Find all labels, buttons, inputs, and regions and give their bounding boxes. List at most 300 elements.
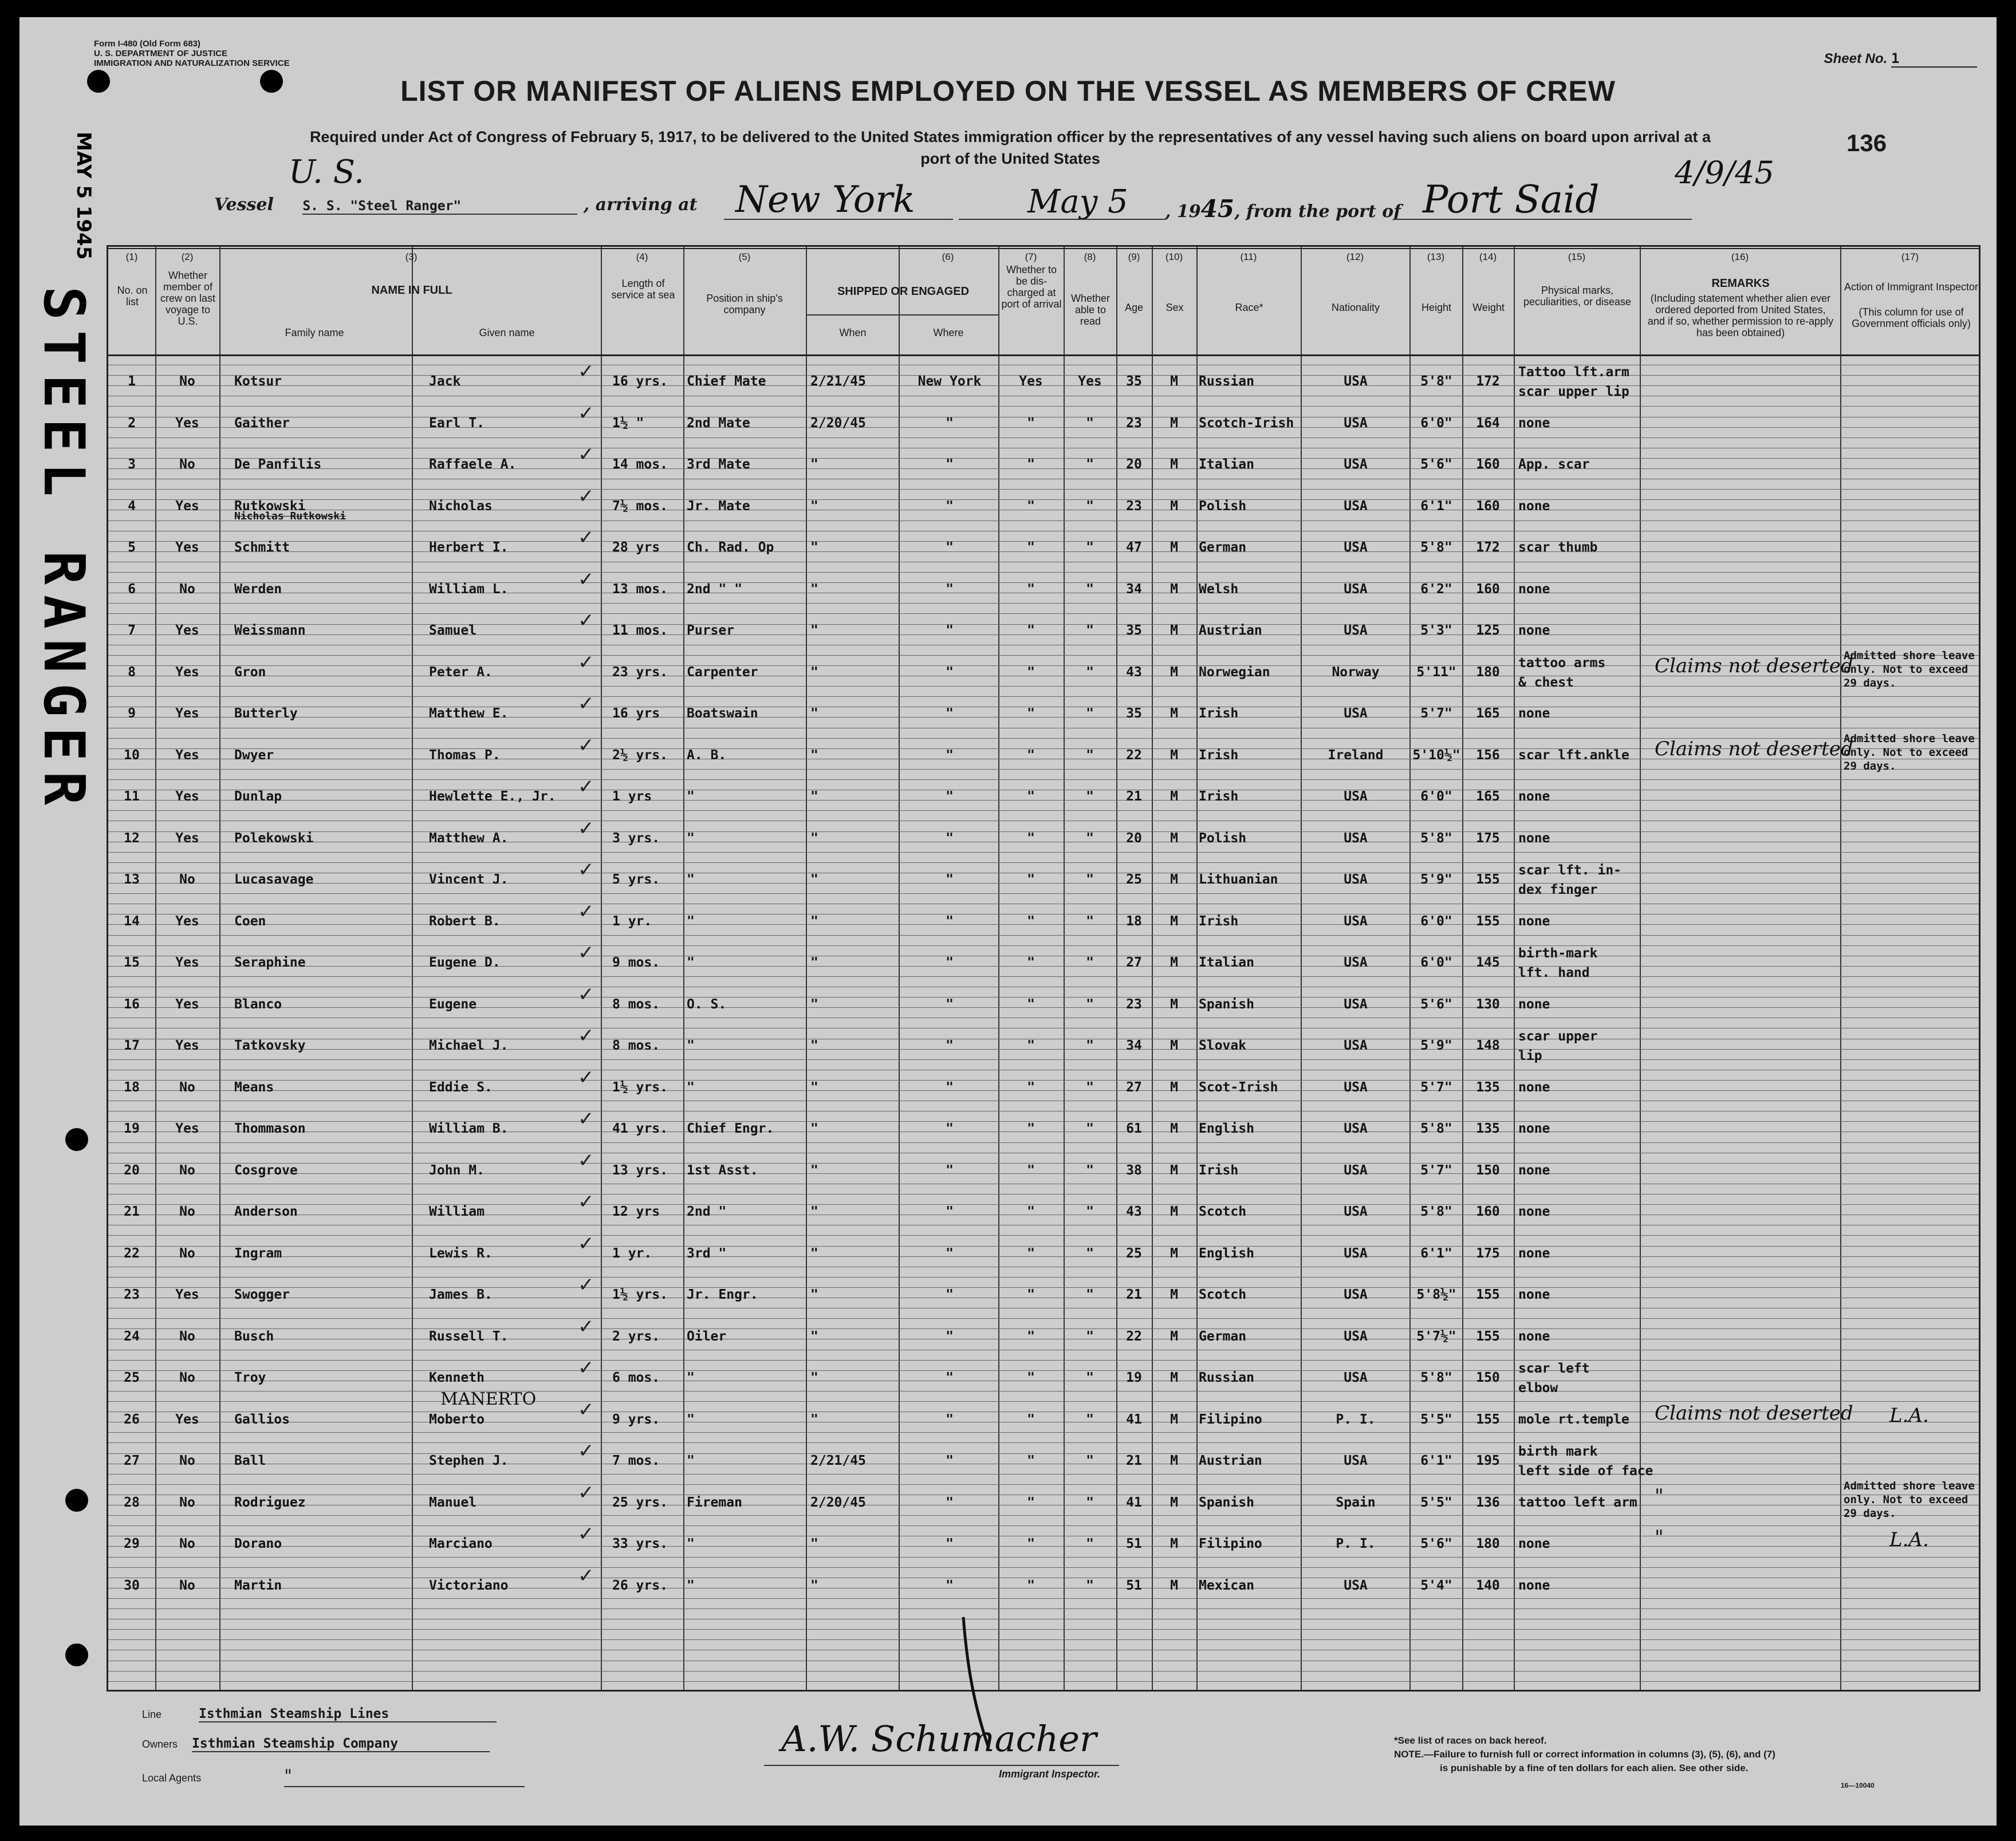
cell-last: No [179, 1079, 195, 1095]
cell-height: 5'8" [1420, 830, 1452, 846]
cell-no: 9 [128, 706, 136, 721]
cell-service: 12 yrs [612, 1204, 660, 1219]
cell-disch: " [1027, 955, 1035, 970]
cell-no: 12 [124, 830, 140, 846]
ruled-line [108, 1142, 1979, 1143]
cell-weight: 195 [1476, 1453, 1500, 1468]
cell-marks: none [1518, 1162, 1550, 1178]
cell-disch: " [1027, 1121, 1035, 1136]
sheet-number-label: Sheet No. [1824, 51, 1888, 66]
cell-remarks: Claims not deserted [1655, 737, 1853, 760]
cell-sex: M [1170, 1162, 1178, 1178]
note-penalty-1: NOTE.—Failure to furnish full or correct information in columns (3), (5), (6), and (7) [1394, 1749, 1775, 1760]
form-id: Form I-480 (Old Form 683) [94, 39, 200, 49]
cell-disch: " [1027, 664, 1035, 680]
cell-disch: " [1027, 996, 1035, 1012]
cell-when: " [810, 1287, 818, 1302]
cell-last: Yes [175, 913, 199, 929]
cell-marks: scar lft.ankle [1518, 747, 1629, 763]
cell-given: Matthew E. [429, 706, 509, 721]
cell-family: Tatkovsky [234, 1038, 306, 1053]
cell-age: 20 [1126, 830, 1142, 846]
cell-family: Swogger [234, 1287, 290, 1302]
page-title: LIST OR MANIFEST OF ALIENS EMPLOYED ON THE VESSEL AS MEMBERS OF CREW [400, 75, 1616, 107]
cell-family: De Panfilis [234, 457, 322, 472]
cell-nat: USA [1344, 1453, 1368, 1468]
cell-nat: USA [1344, 374, 1368, 389]
cell-no: 20 [124, 1162, 140, 1178]
cell-nat: USA [1344, 830, 1368, 846]
cell-marks: none [1518, 623, 1550, 638]
cell-weight: 145 [1476, 955, 1500, 970]
cell-given: William [429, 1204, 485, 1219]
cell-read: " [1086, 1453, 1094, 1468]
cell-marks: none [1518, 789, 1550, 804]
cell-sex: M [1170, 498, 1178, 514]
cell-no: 14 [124, 913, 140, 929]
cell-last: Yes [175, 540, 199, 555]
cell-remarks: Claims not deserted [1655, 1401, 1853, 1425]
check-mark-icon: ✓ [578, 900, 594, 923]
cell-disch: " [1027, 1578, 1035, 1593]
cell-marks: App. scar [1518, 457, 1590, 472]
cell-weight: 130 [1476, 996, 1500, 1012]
cell-weight: 155 [1476, 872, 1500, 887]
cell-when: " [810, 872, 818, 887]
cell-service: 25 yrs. [612, 1495, 668, 1510]
cell-race: Austrian [1199, 623, 1262, 638]
cell-race: Austrian [1199, 1453, 1262, 1468]
cell-position: " [687, 830, 695, 846]
cell-weight: 180 [1476, 1536, 1500, 1551]
cell-nat: USA [1344, 1328, 1368, 1344]
cell-sex: M [1170, 1536, 1178, 1551]
cell-age: 35 [1126, 706, 1142, 721]
cell-position: " [687, 1079, 695, 1095]
cell-no: 5 [128, 540, 136, 555]
cell-disch: " [1027, 623, 1035, 638]
cell-position: " [687, 1412, 695, 1427]
cell-height: 5'8" [1420, 374, 1452, 389]
cell-read: " [1086, 830, 1094, 846]
cell-family: Butterly [234, 706, 298, 721]
cell-marks: scar left [1518, 1361, 1590, 1376]
check-mark-icon: ✓ [578, 1066, 594, 1089]
header-family-name: Family name [285, 327, 344, 338]
header-rule-top [108, 248, 1979, 249]
cell-read: " [1086, 457, 1094, 472]
cell-family: Gaither [234, 415, 290, 431]
cell-when: " [810, 996, 818, 1012]
header-sex: Sex [1166, 302, 1184, 313]
check-mark-icon: ✓ [578, 1190, 594, 1213]
cell-given: Peter A. [429, 664, 493, 680]
cell-family: Ball [234, 1453, 266, 1468]
cell-weight: 165 [1476, 706, 1500, 721]
cell-nat: USA [1344, 415, 1368, 431]
cell-when: " [810, 1412, 818, 1427]
cell-disch: " [1027, 581, 1035, 597]
cell-position: " [687, 1370, 695, 1385]
cell-family: Busch [234, 1328, 274, 1344]
cell-no: 26 [124, 1412, 140, 1427]
cell-family: Lucasavage [234, 872, 314, 887]
cell-when: " [810, 1536, 818, 1551]
cell-last: Yes [175, 706, 199, 721]
cell-race: Norwegian [1199, 664, 1270, 680]
header-nationality: Nationality [1331, 302, 1380, 313]
cell-service: 41 yrs. [612, 1121, 668, 1136]
cell-marks: birth mark [1518, 1444, 1598, 1459]
agents-label: Local Agents [142, 1772, 202, 1784]
sheet-number-value: 1 [1891, 50, 1977, 68]
cell-age: 23 [1126, 996, 1142, 1012]
cell-family: Werden [234, 581, 282, 597]
cell-sex: M [1170, 623, 1178, 638]
cell-service: 6 mos. [612, 1370, 660, 1385]
cell-service: 23 yrs. [612, 664, 668, 680]
cell-no: 30 [124, 1578, 140, 1593]
cell-disch: " [1027, 747, 1035, 763]
cell-race: Irish [1199, 747, 1239, 763]
cell-where: " [946, 830, 954, 846]
ruled-line [108, 1515, 1979, 1516]
header-discharged: Whether to be dis-charged at port of arrival [1001, 264, 1062, 310]
cell-given: Manuel [429, 1495, 477, 1510]
cell-family: Polekowski [234, 830, 314, 846]
cell-given: Vincent J. [429, 872, 509, 887]
cell-position: " [687, 1038, 695, 1053]
cell-when: 2/21/45 [810, 374, 866, 389]
cell-given: Eugene D. [429, 955, 501, 970]
cell-height: 5'8" [1420, 1121, 1452, 1136]
cell-read: " [1086, 1245, 1094, 1261]
cell-where: " [946, 955, 954, 970]
cell-nat: USA [1344, 1121, 1368, 1136]
cell-given: Marciano [429, 1536, 493, 1551]
cell-age: 22 [1126, 747, 1142, 763]
cell-sex: M [1170, 1121, 1178, 1136]
cell-position: " [687, 789, 695, 804]
cell-remarks: " [1655, 1526, 1664, 1549]
cell-sex: M [1170, 1412, 1178, 1427]
cell-weight: 148 [1476, 1038, 1500, 1053]
cell-marks: none [1518, 415, 1550, 431]
cell-given: Samuel [429, 623, 477, 638]
cell-age: 22 [1126, 1328, 1142, 1344]
cell-height: 5'11" [1416, 664, 1456, 680]
cell-marks-continued: elbow [1518, 1381, 1558, 1395]
cell-when: " [810, 913, 818, 929]
cell-sex: M [1170, 1578, 1178, 1593]
cell-age: 41 [1126, 1495, 1142, 1510]
cell-age: 47 [1126, 540, 1142, 555]
cell-when: " [810, 457, 818, 472]
cell-where: " [946, 1370, 954, 1385]
cell-nat: P. I. [1336, 1536, 1376, 1551]
ruled-line [108, 1639, 1979, 1640]
cell-race: Irish [1199, 913, 1239, 929]
cell-position: Chief Engr. [687, 1121, 774, 1136]
cell-when: " [810, 1038, 818, 1053]
cell-nat: USA [1344, 581, 1368, 597]
cell-where: " [946, 1287, 954, 1302]
cell-when: " [810, 955, 818, 970]
cell-marks: tattoo arms [1518, 655, 1606, 671]
cell-disch: " [1027, 1495, 1035, 1510]
ruled-line [108, 603, 1979, 604]
cell-age: 20 [1126, 457, 1142, 472]
cell-service: 2½ yrs. [612, 747, 668, 763]
cell-where: " [946, 789, 954, 804]
cell-given: Raffaele A. [429, 457, 517, 472]
cell-disch: " [1027, 540, 1035, 555]
column-number: (3) [405, 251, 418, 262]
cell-race: Mexican [1199, 1578, 1254, 1593]
cell-where: " [946, 1162, 954, 1178]
column-number: (13) [1427, 251, 1445, 262]
cell-read: " [1086, 1121, 1094, 1136]
cell-height: 5'8½" [1416, 1287, 1456, 1302]
cell-race: Italian [1199, 457, 1254, 472]
header-name-in-full: NAME IN FULL [371, 284, 452, 297]
check-mark-icon: ✓ [578, 609, 594, 632]
cell-sex: M [1170, 1204, 1178, 1219]
from-label: , from the port of [1234, 202, 1401, 222]
us-annotation: U. S. [289, 153, 364, 191]
inspector-signature: A.W. Schumacher [781, 1718, 1097, 1760]
cell-disch: " [1027, 872, 1035, 887]
cell-disch: " [1027, 1536, 1035, 1551]
cell-height: 6'0" [1420, 415, 1452, 431]
cell-age: 19 [1126, 1370, 1142, 1385]
cell-age: 51 [1126, 1536, 1142, 1551]
cell-where: " [946, 457, 954, 472]
cell-service: 3 yrs. [612, 830, 660, 846]
cell-where: " [946, 623, 954, 638]
cell-race: Scotch [1199, 1287, 1247, 1302]
subtitle-line-1: Required under Act of Congress of February 5, 1917, to be delivered to the United States immigration officer by the representatives of any vessel having such aliens on board upon arrival at a [309, 128, 1711, 145]
cell-height: 5'3" [1420, 623, 1452, 638]
cell-marks: none [1518, 913, 1550, 929]
column-number: (16) [1731, 251, 1749, 262]
cell-no: 18 [124, 1079, 140, 1095]
cell-given: Matthew A. [429, 830, 509, 846]
cell-read: Yes [1078, 374, 1102, 389]
form-id-block [94, 39, 290, 68]
cell-family: Gallios [234, 1412, 290, 1427]
cell-read: " [1086, 1287, 1094, 1302]
cell-given: Stephen J. [429, 1453, 509, 1468]
cell-age: 35 [1126, 374, 1142, 389]
cell-race: German [1199, 1328, 1247, 1344]
cell-last: No [179, 1536, 195, 1551]
cell-given: Earl T. [429, 415, 485, 431]
cell-race: Irish [1199, 1162, 1239, 1178]
cell-last: No [179, 1204, 195, 1219]
arrival-date: May 5 [1027, 183, 1128, 220]
cell-height: 5'4" [1420, 1578, 1452, 1593]
cell-position: Jr. Mate [687, 498, 750, 514]
check-mark-icon: ✓ [578, 1357, 594, 1379]
cell-age: 25 [1126, 872, 1142, 887]
column-number: (8) [1084, 251, 1096, 262]
cell-marks-continued: dex finger [1518, 882, 1598, 897]
subtitle-line-2: port of the United States [920, 150, 1100, 167]
line-value: Isthmian Steamship Lines [199, 1706, 497, 1722]
cell-height: 5'8" [1420, 1370, 1452, 1385]
check-mark-icon: ✓ [578, 692, 594, 715]
cell-sex: M [1170, 872, 1178, 887]
cell-when: " [810, 1578, 818, 1593]
cell-last: Yes [175, 1121, 199, 1136]
page-subtitle [123, 126, 1898, 169]
cell-last: Yes [175, 789, 199, 804]
cell-position: Purser [687, 623, 735, 638]
vessel-name: S. S. "Steel Ranger" [302, 199, 577, 215]
cell-height: 5'7" [1420, 706, 1452, 721]
check-mark-icon: ✓ [578, 1523, 594, 1546]
cell-when: " [810, 1121, 818, 1136]
ruled-line [108, 1059, 1979, 1060]
cell-marks: birth-mark [1518, 946, 1598, 961]
cell-nat: USA [1344, 706, 1368, 721]
cell-age: 25 [1126, 1245, 1142, 1261]
cell-disch: " [1027, 706, 1035, 721]
cell-nat: USA [1344, 1162, 1368, 1178]
cell-marks: none [1518, 1287, 1550, 1302]
cell-disch: " [1027, 457, 1035, 472]
header-action: Action of Immigrant Inspector [1844, 281, 1979, 293]
ruled-line [108, 945, 1979, 946]
cell-marks: none [1518, 996, 1550, 1012]
check-mark-icon: ✓ [578, 1107, 594, 1130]
cell-weight: 160 [1476, 1204, 1500, 1219]
footer-owners [142, 1736, 490, 1752]
cell-family: Dunlap [234, 789, 282, 804]
check-mark-icon: ✓ [578, 775, 594, 798]
cell-no: 10 [124, 747, 140, 763]
year-label: , 1945, from the port of [1165, 195, 1401, 223]
cell-given: Eddie S. [429, 1079, 493, 1095]
cell-nat: USA [1344, 955, 1368, 970]
cell-family: Rutkowski [234, 498, 306, 514]
cell-marks: none [1518, 1121, 1550, 1136]
cell-service: 7 mos. [612, 1453, 660, 1468]
cell-marks: none [1518, 830, 1550, 846]
ruled-line [108, 852, 1979, 853]
cell-weight: 155 [1476, 913, 1500, 929]
cell-race: Welsh [1199, 581, 1239, 597]
cell-no: 2 [128, 415, 136, 431]
cell-age: 34 [1126, 1038, 1142, 1053]
cell-height: 5'10½" [1412, 747, 1460, 763]
cell-marks: none [1518, 1204, 1550, 1219]
ruled-line [108, 1318, 1979, 1319]
cell-service: 1½ yrs. [612, 1287, 668, 1302]
cell-race: Spanish [1199, 996, 1254, 1012]
cell-when: " [810, 1079, 818, 1095]
cell-when: " [810, 747, 818, 763]
cell-where: " [946, 540, 954, 555]
punch-hole [65, 1643, 88, 1666]
check-mark-icon: ✓ [578, 1398, 594, 1421]
cell-disch: " [1027, 789, 1035, 804]
cell-age: 23 [1126, 415, 1142, 431]
cell-nat: USA [1344, 498, 1368, 514]
cell-given: Thomas P. [429, 747, 501, 763]
cell-where: " [946, 664, 954, 680]
cell-where: " [946, 581, 954, 597]
cell-remarks: " [1655, 1484, 1664, 1508]
cell-last: No [179, 581, 195, 597]
cell-family: Coen [234, 913, 266, 929]
cell-action: L.A. [1889, 1404, 1929, 1427]
ruled-line [108, 769, 1979, 770]
cell-position: Fireman [687, 1495, 742, 1510]
cell-weight: 150 [1476, 1162, 1500, 1178]
cell-weight: 165 [1476, 789, 1500, 804]
owners-label: Owners [142, 1738, 178, 1750]
cell-weight: 155 [1476, 1287, 1500, 1302]
cell-marks: none [1518, 706, 1550, 721]
cell-family: Dorano [234, 1536, 282, 1551]
cell-last: Yes [175, 664, 199, 680]
cell-read: " [1086, 623, 1094, 638]
cell-sex: M [1170, 996, 1178, 1012]
check-mark-icon: ✓ [578, 1315, 594, 1338]
cell-weight: 175 [1476, 830, 1500, 846]
cell-nat: USA [1344, 913, 1368, 929]
cell-last: No [179, 1162, 195, 1178]
cell-action: Admitted shore leave only. Not to exceed 29 days. [1844, 649, 1975, 689]
cell-age: 21 [1126, 1453, 1142, 1468]
cell-race: Scot-Irish [1199, 1079, 1278, 1095]
cell-no: 16 [124, 996, 140, 1012]
header-given-name: Given name [479, 327, 535, 338]
line-label: Line [142, 1709, 162, 1720]
cell-when: 2/20/45 [810, 1495, 866, 1510]
cell-weight: 164 [1476, 415, 1500, 431]
cell-weight: 150 [1476, 1370, 1500, 1385]
cell-read: " [1086, 1412, 1094, 1427]
cell-sex: M [1170, 1038, 1178, 1053]
cell-service: 16 yrs [612, 706, 660, 721]
cell-where: " [946, 1412, 954, 1427]
check-mark-icon: ✓ [578, 1481, 594, 1504]
ruled-line [108, 696, 1979, 697]
cell-position: " [687, 872, 695, 887]
cell-age: 21 [1126, 789, 1142, 804]
cell-weight: 172 [1476, 374, 1500, 389]
cell-read: " [1086, 1328, 1094, 1344]
cell-nat: USA [1344, 872, 1368, 887]
cell-service: 13 mos. [612, 581, 668, 597]
cell-height: 5'6" [1420, 1536, 1452, 1551]
cell-sex: M [1170, 1370, 1178, 1385]
cell-no: 1 [128, 374, 136, 389]
page-number-stamp: 136 [1846, 129, 1887, 156]
cell-service: 28 yrs [612, 540, 660, 555]
cell-where: New York [918, 374, 982, 389]
arriving-label: , arriving at [583, 195, 698, 215]
cell-service: 1½ yrs. [612, 1079, 668, 1095]
check-mark-icon: ✓ [578, 941, 594, 964]
ruled-line [108, 1525, 1979, 1526]
column-number: (4) [636, 251, 648, 262]
cell-marks-continued: left side of face [1518, 1464, 1653, 1479]
cell-read: " [1086, 581, 1094, 597]
